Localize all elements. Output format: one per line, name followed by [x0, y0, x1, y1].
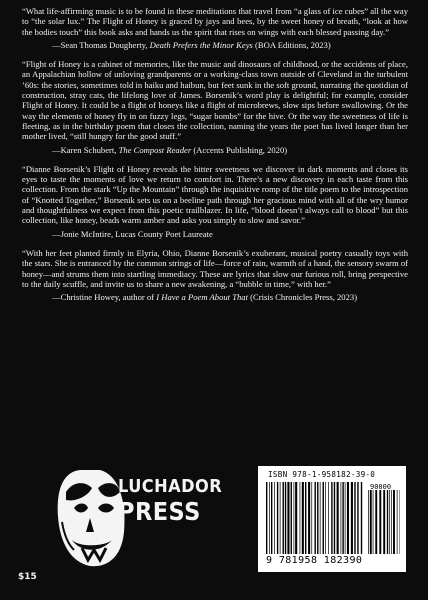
blurb-quote: “Flight of Honey is a cabinet of memories, like the music and dinosaurs of childhood, or the accidents of place, an Appalachian hollow of unloving grandparents or a working-class town outside of Cleveland in the turbulent ’60s: the stories, sometimes told in haiku and haibun, but feet sunk in the soft ground, narrating the quotidian of construction, stray cats, the lifelong love of James. Borsenik’s word play is delightful; for example, consider Flight of Honey. It could be a flight of honeys like a flight of microbrews, slow sips before swallowing. Or the way the elements of honey fly in on fuzzy legs, “sugar bombs” for the hive. Or the way the sweetness of life is fleeting, as in the birthday poem that closes the collection, naming the years the poet has lived longer than her mother lived, “still hungry for the good stuff.” [22, 59, 408, 142]
publisher-logo-text [118, 477, 234, 527]
barcode-digits: 9 781958 182390 [266, 555, 363, 566]
publisher-name-line2: PRESS [118, 497, 201, 526]
blurb-attribution: —Jonie McIntire, Lucas County Poet Laureate [52, 228, 213, 239]
barcode [258, 466, 406, 572]
price: $15 [18, 572, 37, 582]
blurb-quote: “What life-affirming music is to be found in these meditations that travel from “a glass of ice cubes” all the way to “the solar lux.” The Flight of Honey is graced by jays and bees, by the sweet honey of breath, “look at how the bodies touch” this book asks and hands us the spirit that rises on wings with each blessed passing day.” [22, 6, 408, 37]
blurb-attribution: —Christine Howey, author of I Have a Poem About That (Crisis Chronicles Press, 2023) [52, 292, 358, 303]
blurb-quote: “With her feet planted firmly in Elyria, Ohio, Dianne Borsenik’s exuberant, musical poetry casually toys with the stars. She is entranced by the common strings of life—force of rain, warmth of a hand, the sensory swarm of honey—and strums them into startling immediacy. These are lyrics that slow our furious roll, bring perspective to the daily scuffle, and invite us to share a new awakening, a “bubble in time,” with her.” [22, 247, 408, 289]
publisher-name-line1: LUCHADOR [118, 476, 223, 497]
blurb-attribution: —Sean Thomas Dougherty, Death Prefers the Minor Keys (BOA Editions, 2023) [52, 39, 331, 50]
blurbs [22, 6, 408, 311]
blurb-attribution: —Karen Schubert, The Compost Reader (Accents Publishing, 2020) [52, 144, 288, 155]
blurb-quote: “Dianne Borsenik’s Flight of Honey reveals the bitter sweetness we discover in dark moments and closes its eyes to taste the moments of love we return to comfort in. There’s a new discovery in each taste from this collection. From the stark “Up the Mountain” through the inquisitive romp of the title poem to the introspection of “Knotted Together,” Borsenik sets us on a beeline path through her gracious mind with all of the wry humor and thoughtfulness we expect from this poetic trailblazer. In life, “blood doesn’t always call to blood” but this collection, like honey, beads warm amber and asks you simply to slow and savor.” [22, 163, 408, 226]
barcode-bars [266, 482, 400, 554]
isbn-text: ISBN 978-1-958182-39-0 [268, 470, 376, 479]
price-code: 90000 [370, 483, 392, 491]
